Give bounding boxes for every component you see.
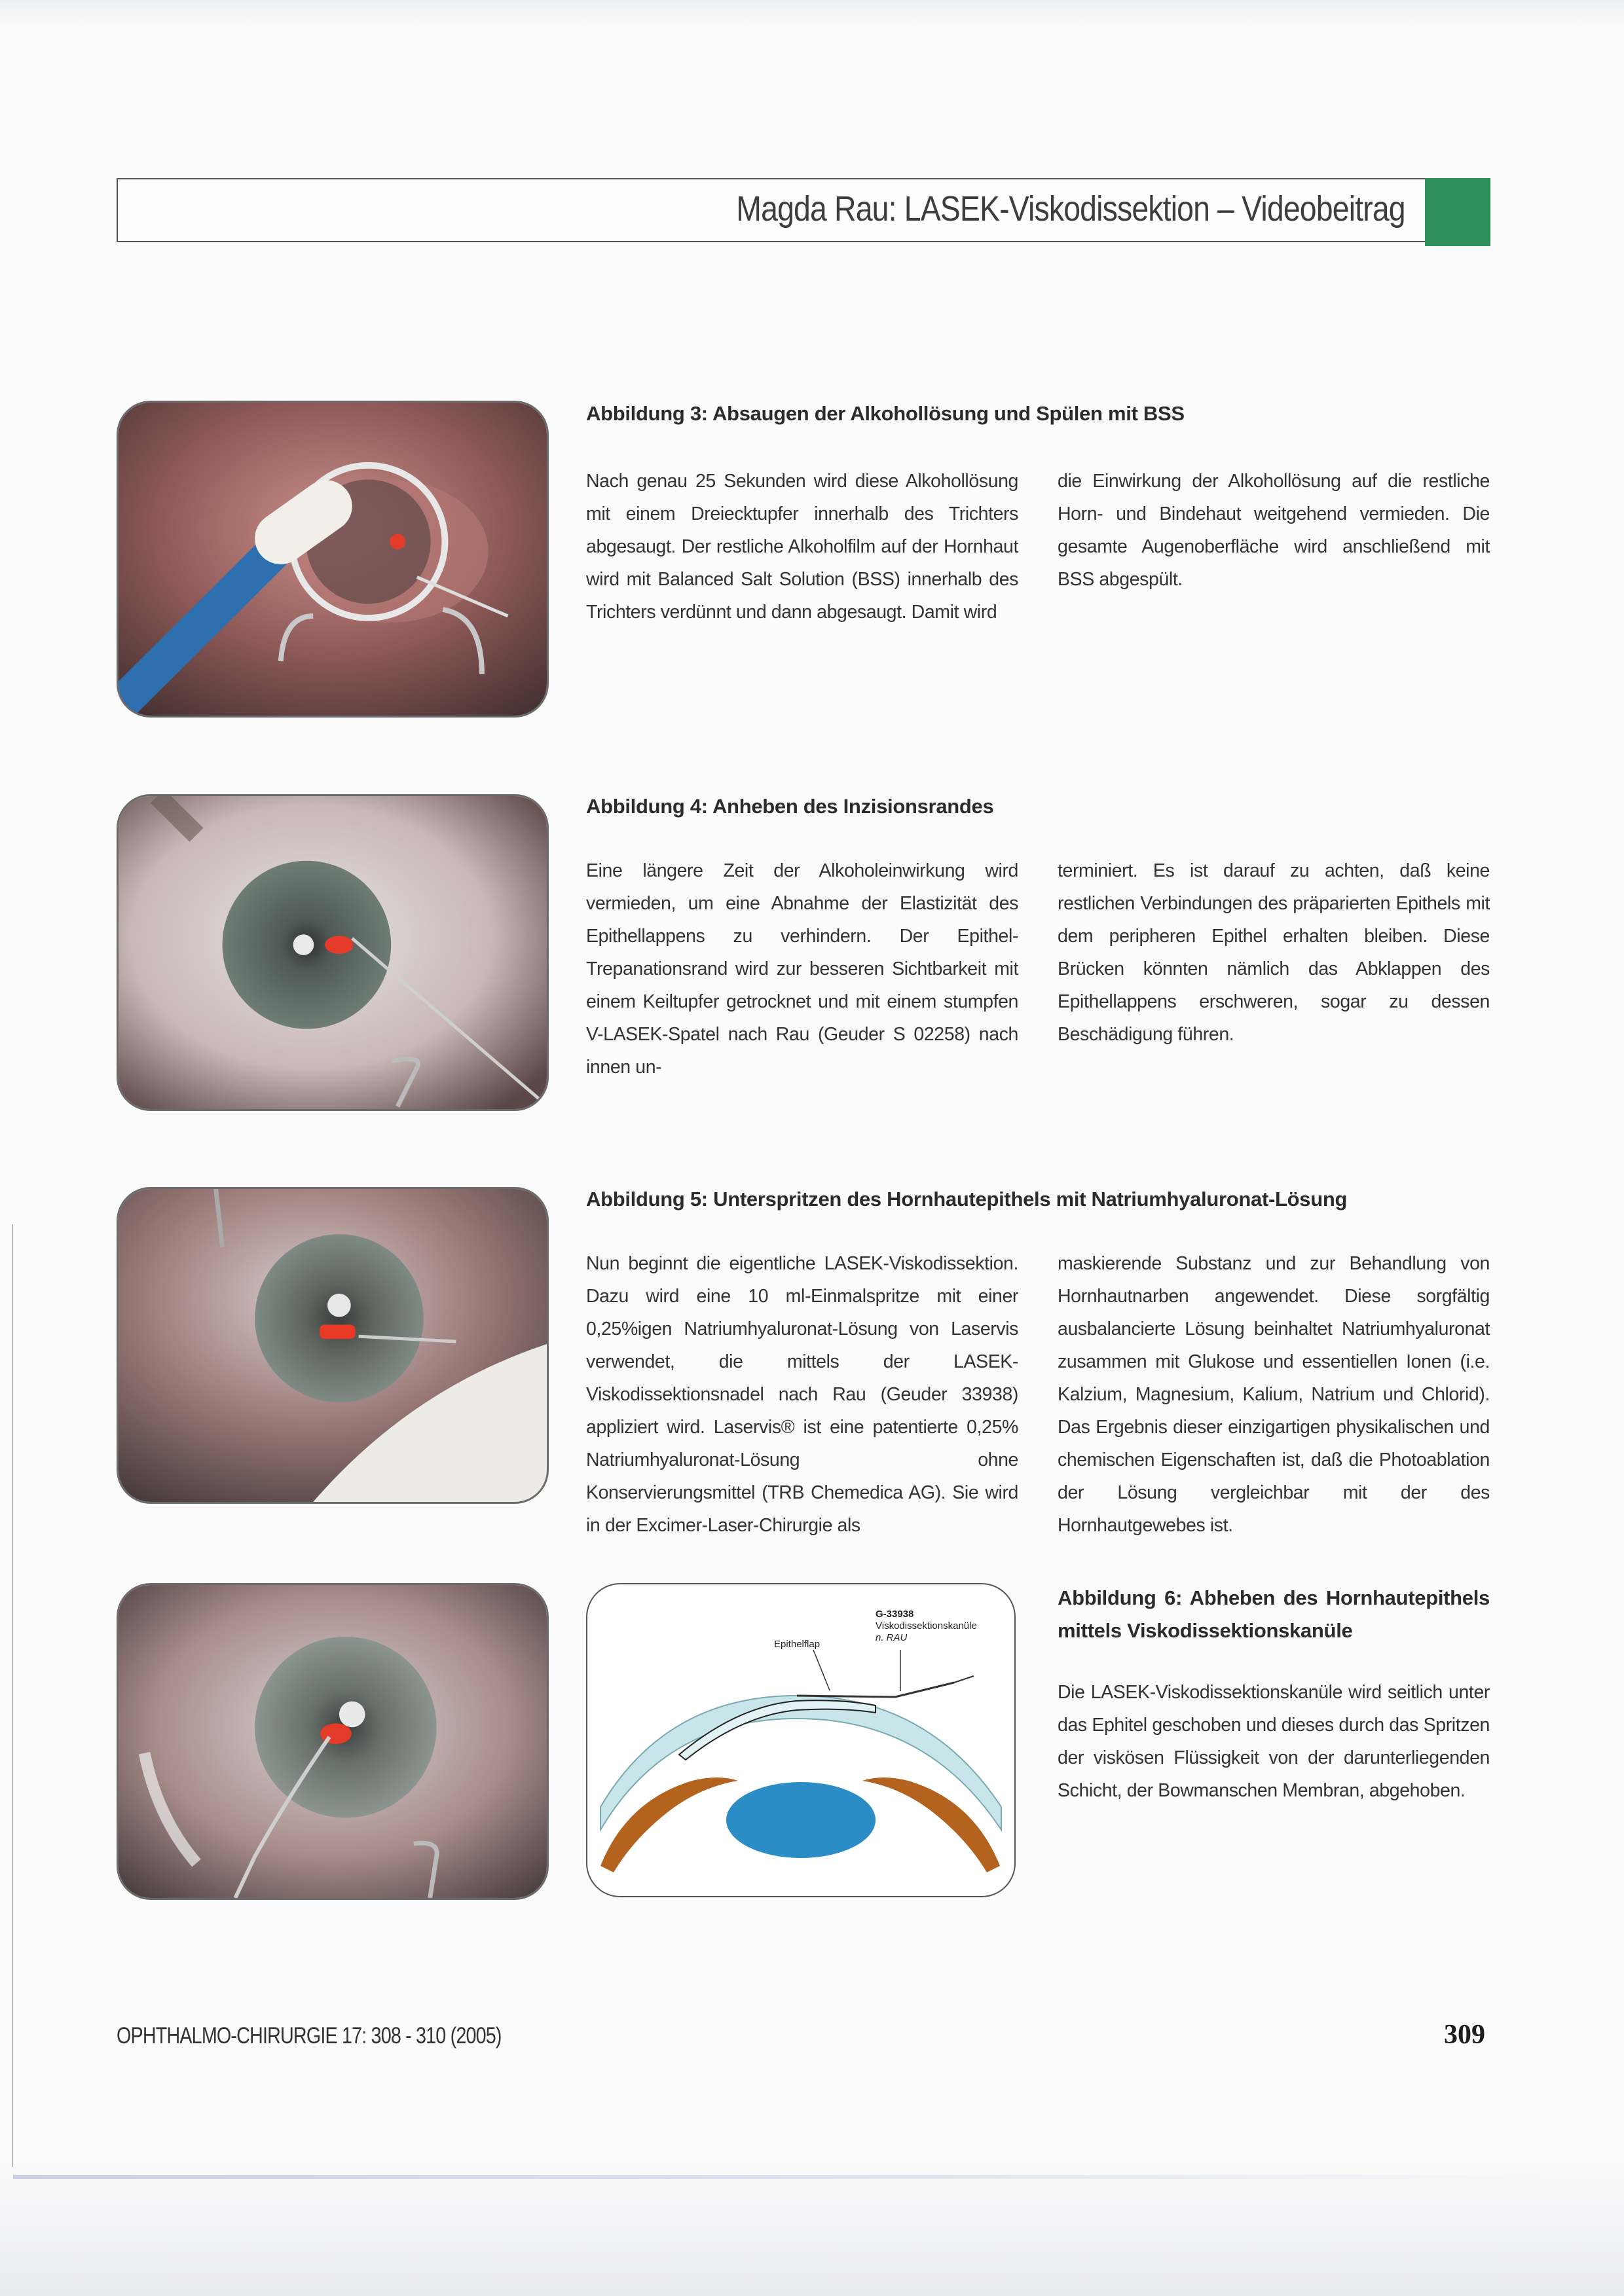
cannula xyxy=(797,1683,954,1697)
lens xyxy=(726,1782,876,1858)
figure-5-text-col-1: Nun beginnt die eigentliche LASEK-Viskodissektion. Dazu wird eine 10 ml-Einmalspritze mit einer 0,25%igen Natriumhyaluronat-Lösung von Laservis verwendet, die mittels der LASEK-Viskodissektionsnadel nach Rau (Geuder 33938) appliziert wird. Laservis® ist eine patentierte 0,25% Natriumhyaluronat-Lösung ohne Konservierungsmittel (TRB Chemedica AG). Sie wird in der Excimer-Laser-Chirurgie als xyxy=(586,1253,1018,1536)
running-header xyxy=(117,178,1428,242)
figure-5-caption: Abbildung 5: Unterspritzen des Hornhautepithels mit Natriumhyaluronat-Lösung xyxy=(586,1188,1348,1211)
label-instrument: Viskodissektionskanüle xyxy=(876,1620,977,1631)
figure-6-text: Die LASEK-Viskodissektionskanüle wird seitlich unter das Ephitel geschoben und dieses durch das Spritzen der viskösen Flüssigkeit von der darunterliegenden Schicht, der Bowmanschen Membran, abgehoben. xyxy=(1058,1682,1490,1801)
page-number: 309 xyxy=(1444,2020,1485,2050)
section-color-tab xyxy=(1425,178,1490,246)
figure-6-photo xyxy=(117,1583,549,1900)
figure-3-caption: Abbildung 3: Absaugen der Alkohollösung und Spülen mit BSS xyxy=(586,402,1185,425)
figure-3-photo xyxy=(117,401,549,718)
scan-left-line xyxy=(12,1224,13,2167)
figure-6-diagram xyxy=(586,1583,1016,1897)
header-title: Magda Rau: LASEK-Viskodissektion – Videobeitrag xyxy=(736,189,1405,228)
figure-3-text-col-1: Nach genau 25 Sekunden wird diese Alkohollösung mit einem Dreiecktupfer innerhalb des Trichters abgesaugt. Der restliche Alkoholfilm auf der Hornhaut wird mit Balanced Salt Solution (BSS) innerhalb des Trichters verdünnt und dann abgesaugt. Damit wird xyxy=(586,471,1018,623)
figure-4-text-col-2: terminiert. Es ist darauf zu achten, daß keine restlichen Verbindungen des präparierten Epithels mit dem peripheren Epithel erhalten bleiben. Diese Brücken könnten nämlich das Abklappen des Epithellappens erschweren, sogar zu dessen Beschädigung führen. xyxy=(1058,860,1490,1045)
figure-5-photo xyxy=(117,1187,549,1504)
label-epithelflap: Epithelflap xyxy=(774,1639,821,1650)
label-author: n. RAU xyxy=(876,1632,908,1643)
figure-6-caption: Abbildung 6: Abheben des Hornhautepithels mittels Viskodissektionskanüle xyxy=(1058,1586,1490,1642)
journal-citation: OPHTHALMO-CHIRURGIE 17: 308 - 310 (2005) xyxy=(117,2023,502,2049)
figure-5-text-col-2: maskierende Substanz und zur Behandlung von Hornhautnarben angewendet. Diese sorgfältig ausbalancierte Lösung beinhaltet Natriumhyaluronat zusammen mit Glukose und essentiellen Ionen (i.e. Kalzium, Magnesium, Kalium, Natrium und Chlorid). Das Ergebnis dieser einzigartigen physikalischen und chemischen Eigenschaften ist, daß die Photoablation der Lösung vergleichbar mit der des Hornhautgewebes ist. xyxy=(1058,1253,1490,1536)
scan-edge-bottom xyxy=(0,2160,1624,2296)
scan-edge-top xyxy=(0,0,1624,26)
label-code: G-33938 xyxy=(876,1609,914,1620)
figure-4-photo xyxy=(117,794,549,1111)
figure-3-text-col-2: die Einwirkung der Alkohollösung auf die restliche Horn- und Bindehaut weitgehend vermieden. Die gesamte Augenoberfläche wird anschließend mit BSS abgespült. xyxy=(1058,471,1490,590)
figure-4-caption: Abbildung 4: Anheben des Inzisionsrandes xyxy=(586,795,994,818)
figure-4-text-col-1: Eine längere Zeit der Alkoholeinwirkung wird vermieden, um eine Abnahme der Elastizität des Epithellappens zu verhindern. Der Epithel-Trepanationsrand wird zur besseren Sichtbarkeit mit einem Keiltupfer getrocknet und mit einem stumpfen V-LASEK-Spatel nach Rau (Geuder S 02258) nach innen un- xyxy=(586,860,1018,1078)
scan-bottom-line xyxy=(13,2175,1545,2179)
